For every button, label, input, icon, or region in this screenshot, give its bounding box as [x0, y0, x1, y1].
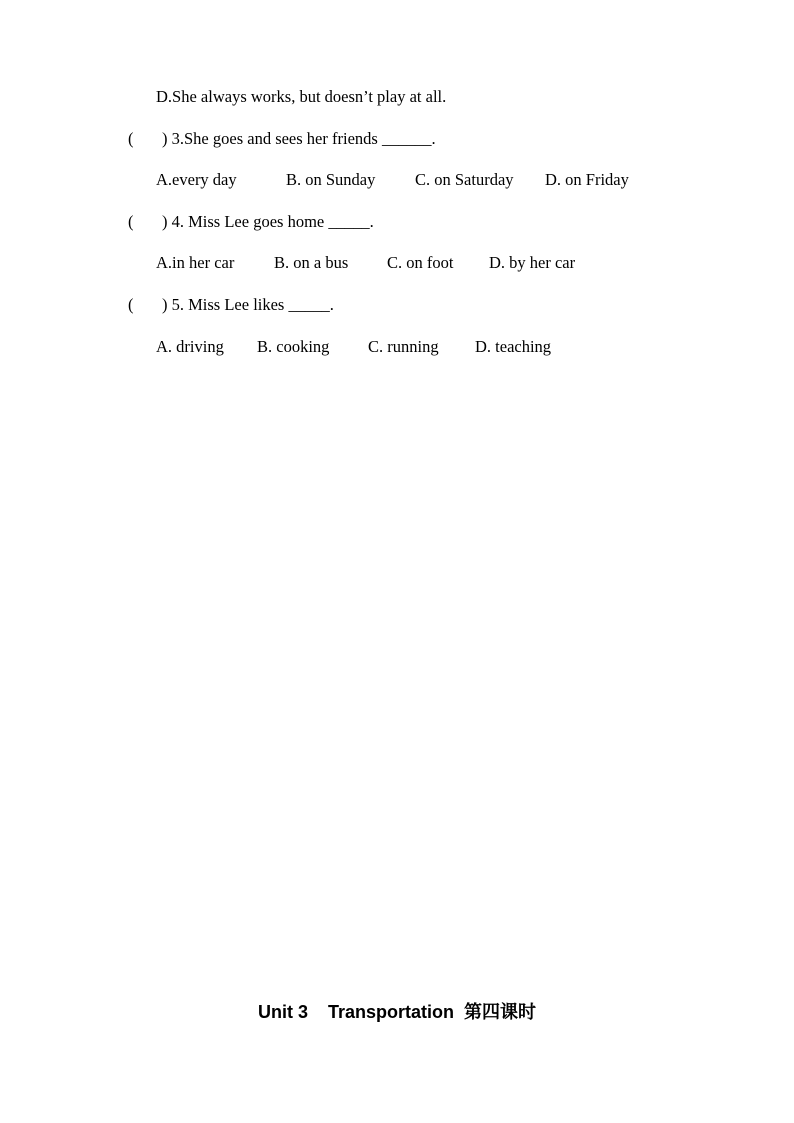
lesson-label: 第四课时: [464, 1002, 537, 1022]
answer-paren-open: (: [128, 129, 134, 148]
option-c: C. running: [368, 337, 439, 356]
option-b: B. cooking: [257, 337, 330, 356]
unit-number: Unit 3: [257, 1002, 308, 1022]
answer-paren-open: (: [128, 295, 134, 314]
question-stem: ) 5. Miss Lee likes _____.: [162, 295, 334, 314]
option-d: D. on Friday: [545, 170, 629, 189]
option-a: A. driving: [156, 337, 224, 356]
question-stem: ) 4. Miss Lee goes home _____.: [162, 212, 374, 231]
option-b: B. on Sunday: [286, 170, 376, 189]
option-d: D. teaching: [475, 337, 552, 356]
answer-paren-open: (: [128, 212, 134, 231]
option-c: C. on Saturday: [415, 170, 514, 189]
unit-topic: Transportation: [328, 1002, 455, 1022]
option-a: A.in her car: [156, 253, 235, 272]
option-a: A.every day: [156, 170, 237, 189]
option-c: C. on foot: [387, 253, 454, 272]
question-stem: ) 3.She goes and sees her friends ______.: [162, 129, 436, 148]
q2-option-d: D.She always works, but doesn’t play at all.: [156, 87, 447, 106]
unit-heading: [0, 1001, 794, 1023]
option-b: B. on a bus: [274, 253, 349, 272]
option-d: D. by her car: [489, 253, 576, 272]
